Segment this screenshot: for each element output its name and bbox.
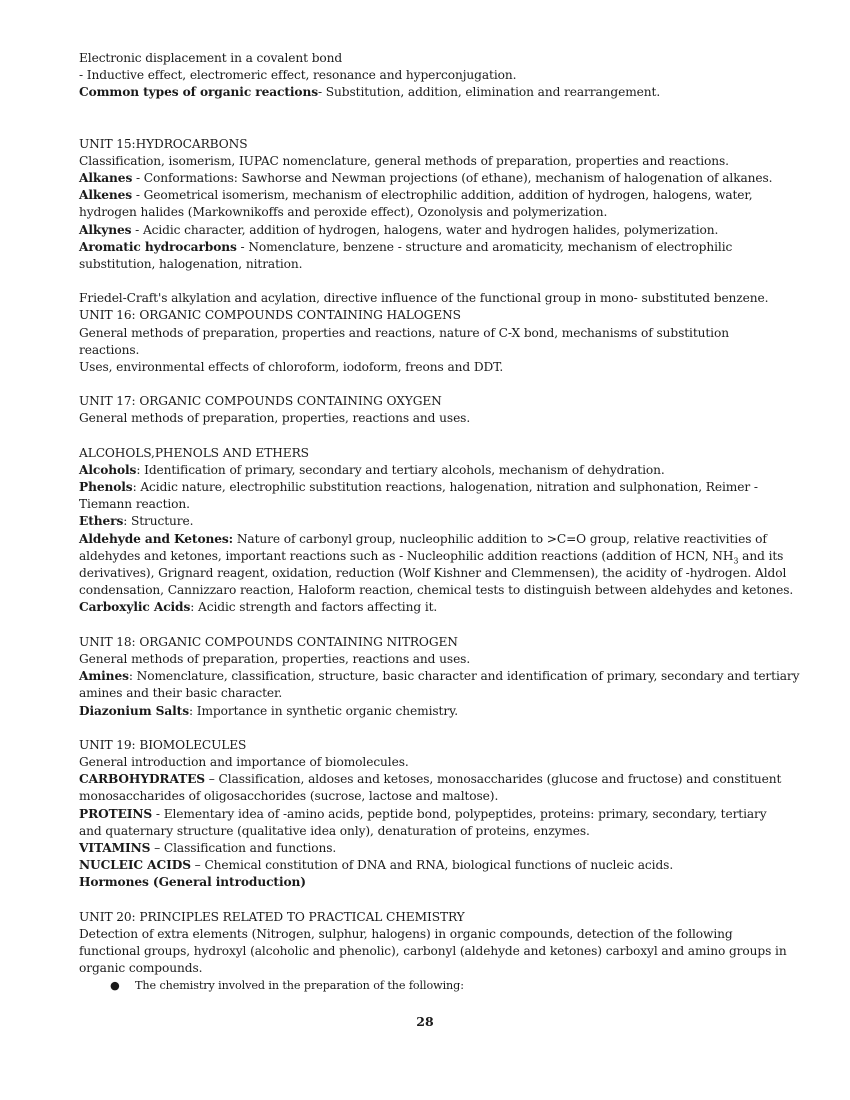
alcohols-phenols-ethers-heading: ALCOHOLS,PHENOLS AND ETHERS xyxy=(79,445,309,460)
unit16-line-3: Uses, environmental effects of chloroform, iodoform, freons and DDT. xyxy=(79,360,504,375)
aromatic-text: - Nomenclature, benzene - structure and aromaticity, mechanism of electrophilic xyxy=(236,239,733,254)
alkynes-text: - Acidic character, addition of hydrogen, halogens, water and hydrogen halides, polymerization. xyxy=(131,222,719,237)
amines-line xyxy=(79,668,804,685)
unit16-line-1: General methods of preparation, properties and reactions, nature of C-X bond, mechanisms of substitution xyxy=(79,325,729,340)
unit19-title: UNIT 19: BIOMOLECULES xyxy=(79,737,247,752)
reactions-line xyxy=(79,84,804,101)
vitamins-text: – Classification and functions. xyxy=(150,840,337,855)
aromatic-line-2: substitution, halogenation, nitration. xyxy=(79,257,303,272)
proteins-label: PROTEINS xyxy=(79,806,153,821)
alkynes-line xyxy=(79,222,804,239)
document-page xyxy=(79,50,804,995)
phenols-label: Phenols xyxy=(79,480,133,495)
ethers-line xyxy=(79,513,804,530)
bullet-text: The chemistry involved in the preparation of the following: xyxy=(135,979,464,993)
alkenes-label: Alkenes xyxy=(79,188,133,203)
nucleic-acids-line xyxy=(79,857,804,874)
hormones-line xyxy=(79,874,804,891)
unit20-line-3: organic compounds. xyxy=(79,961,203,976)
alkanes-label: Alkanes xyxy=(79,171,133,186)
phenols-line-2: Tiemann reaction. xyxy=(79,497,190,512)
ethers-label: Ethers xyxy=(79,514,124,529)
alkanes-line xyxy=(79,170,804,187)
nucleic-acids-text: – Chemical constitution of DNA and RNA, biological functions of nucleic acids. xyxy=(190,858,674,873)
aldehyde-line-3: derivatives), Grignard reagent, oxidation, reduction (Wolf Kishner and Clemmensen), the acidity of -hydrogen. Aldol xyxy=(79,566,787,581)
alkenes-text: - Geometrical isomerism, mechanism of electrophilic addition, addition of hydrogen, halogens, water, xyxy=(132,188,753,203)
unit20-line-2: functional groups, hydroxyl (alcoholic and phenolic), carbonyl (aldehyde and ketones) carboxyl and amino groups in xyxy=(79,943,787,958)
unit17-line-1: General methods of preparation, properties, reactions and uses. xyxy=(79,411,471,426)
bullet-icon: ● xyxy=(110,979,120,993)
alkenes-line xyxy=(79,187,804,204)
alkenes-line-2: hydrogen halides (Markownikoffs and peroxide effect), Ozonolysis and polymerization. xyxy=(79,205,608,220)
aromatic-label: Aromatic hydrocarbons xyxy=(79,239,237,254)
unit19-line-1: General introduction and importance of biomolecules. xyxy=(79,754,409,769)
vitamins-label: VITAMINS xyxy=(79,840,151,855)
unit16-line-2: reactions. xyxy=(79,342,140,357)
unit15-line-1: Classification, isomerism, IUPAC nomenclature, general methods of preparation, properties and reactions. xyxy=(79,153,729,168)
carbohydrates-text: – Classification, aldoses and ketoses, monosaccharides (glucose and fructose) and constituent xyxy=(205,772,782,787)
aldehyde-line-4: condensation, Cannizzaro reaction, Haloform reaction, chemical tests to distinguish between aldehydes and ketones. xyxy=(79,583,794,598)
alcohols-label: Alcohols xyxy=(79,462,137,477)
carbohydrates-label: CARBOHYDRATES xyxy=(79,772,205,787)
intro-line-2: - Inductive effect, electromeric effect, resonance and hyperconjugation. xyxy=(79,68,517,83)
unit17-title: UNIT 17: ORGANIC COMPOUNDS CONTAINING OXYGEN xyxy=(79,394,442,409)
reactions-label: Common types of organic reactions xyxy=(79,85,318,100)
nh3-subscript: 3 xyxy=(733,556,739,566)
page-number: 28 xyxy=(416,1014,434,1029)
alcohols-line xyxy=(79,462,804,479)
proteins-text: - Elementary idea of -amino acids, peptide bond, polypeptides, proteins: primary, secondary, tertiary xyxy=(152,806,767,821)
aldehyde-text-2b: and its xyxy=(738,548,784,563)
carboxylic-line xyxy=(79,599,804,616)
hormones-label: Hormones (General introduction) xyxy=(79,875,306,890)
nucleic-acids-label: NUCLEIC ACIDS xyxy=(79,858,191,873)
unit18-title: UNIT 18: ORGANIC COMPOUNDS CONTAINING NITROGEN xyxy=(79,634,458,649)
unit20-line-1: Detection of extra elements (Nitrogen, sulphur, halogens) in organic compounds, detection of the following xyxy=(79,926,733,941)
carbohydrates-line xyxy=(79,771,804,788)
reactions-text: - Substitution, addition, elimination and rearrangement. xyxy=(318,85,661,100)
list-item xyxy=(79,977,804,994)
phenols-line xyxy=(79,479,804,496)
diazonium-line xyxy=(79,703,804,720)
intro-line-1: Electronic displacement in a covalent bond xyxy=(79,51,343,65)
friedel-craft-line: Friedel-Craft's alkylation and acylation, directive influence of the functional group in mono- substituted benzene. xyxy=(79,291,769,306)
amines-line-2: amines and their basic character. xyxy=(79,686,283,701)
alkynes-label: Alkynes xyxy=(79,222,132,237)
amines-text: : Nomenclature, classification, structure, basic character and identification of primary, secondary and tertiary xyxy=(128,669,800,684)
proteins-line-2: and quaternary structure (qualitative idea only), denaturation of proteins, enzymes. xyxy=(79,823,590,838)
diazonium-text: : Importance in synthetic organic chemistry. xyxy=(188,703,459,718)
alcohols-text: : Identification of primary, secondary and tertiary alcohols, mechanism of dehydration. xyxy=(136,462,665,477)
aldehyde-line xyxy=(79,531,804,548)
proteins-line xyxy=(79,806,804,823)
amines-label: Amines xyxy=(79,669,129,684)
unit16-title: UNIT 16: ORGANIC COMPOUNDS CONTAINING HALOGENS xyxy=(79,308,461,323)
phenols-text: : Acidic nature, electrophilic substitution reactions, halogenation, nitration and sulphonation, Reimer - xyxy=(132,480,758,495)
alkanes-text: - Conformations: Sawhorse and Newman projections (of ethane), mechanism of halogenation of alkanes. xyxy=(132,171,773,186)
diazonium-label: Diazonium Salts xyxy=(79,703,189,718)
ethers-text: : Structure. xyxy=(123,514,194,529)
aromatic-line xyxy=(79,239,804,256)
aldehyde-text-2a: aldehydes and ketones, important reactions such as - Nucleophilic addition reactions (addition of HCN, NH xyxy=(79,548,734,563)
aldehyde-label: Aldehyde and Ketones: xyxy=(79,531,234,546)
aldehyde-text: Nature of carbonyl group, nucleophilic addition to >C=O group, relative reactivities of xyxy=(233,531,767,546)
aldehyde-line-2 xyxy=(79,548,804,565)
unit20-title: UNIT 20: PRINCIPLES RELATED TO PRACTICAL CHEMISTRY xyxy=(79,909,465,924)
unit15-title: UNIT 15:HYDROCARBONS xyxy=(79,136,248,151)
carboxylic-text: : Acidic strength and factors affecting it. xyxy=(190,600,438,615)
carboxylic-label: Carboxylic Acids xyxy=(79,600,191,615)
vitamins-line xyxy=(79,840,804,857)
carbohydrates-line-2: monosaccharides of oligosacchorides (sucrose, lactose and maltose). xyxy=(79,789,499,804)
unit18-line-1: General methods of preparation, properties, reactions and uses. xyxy=(79,651,471,666)
